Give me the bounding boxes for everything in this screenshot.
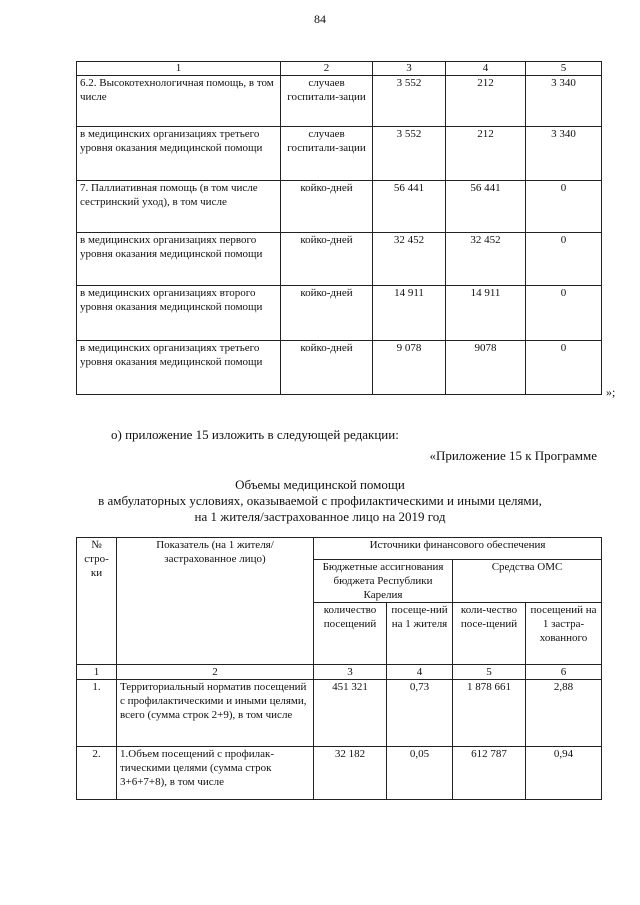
cell-value: 14 911	[373, 286, 446, 341]
table-header-row	[77, 62, 602, 76]
row-unit: койко-дней	[281, 181, 373, 233]
table-row	[77, 76, 602, 127]
column-number: 6	[526, 665, 602, 680]
header-row-number: № стро-ки	[77, 538, 117, 665]
cell-value: 14 911	[446, 286, 526, 341]
cell-value: 0	[526, 286, 602, 341]
row-label: в медицинских организациях третьего уровня оказания медицинской помощи	[77, 127, 281, 181]
table-row	[77, 233, 602, 286]
cell-value: 3 552	[373, 127, 446, 181]
row-unit: койко-дней	[281, 286, 373, 341]
cell-value: 32 182	[314, 747, 387, 800]
cell-value: 612 787	[453, 747, 526, 800]
row-unit: койко-дней	[281, 233, 373, 286]
header-visits-per-resident: посеще-ний на 1 жителя	[387, 603, 453, 665]
row-unit: случаев госпитали-зации	[281, 76, 373, 127]
page-number: 84	[314, 12, 326, 26]
table-row	[77, 127, 602, 181]
column-numbers-row	[77, 665, 602, 680]
cell-value: 9078	[446, 341, 526, 395]
column-number: 3	[373, 62, 446, 76]
row-unit: случаев госпитали-зации	[281, 127, 373, 181]
paragraph-item-o: о) приложение 15 изложить в следующей редакции:	[111, 427, 399, 442]
header-oms: Средства ОМС	[453, 560, 602, 603]
cell-value: 451 321	[314, 680, 387, 747]
header-oms-visits-quantity: коли-чество посе-щений	[453, 603, 526, 665]
column-number: 1	[77, 62, 281, 76]
cell-value: 3 552	[373, 76, 446, 127]
table-row	[77, 341, 602, 395]
cell-value: 3 340	[526, 76, 602, 127]
cell-value: 32 452	[373, 233, 446, 286]
cell-value: 9 078	[373, 341, 446, 395]
cell-value: 56 441	[373, 181, 446, 233]
row-label: 6.2. Высокотехнологичная помощь, в том числе	[77, 76, 281, 127]
cell-value: 0	[526, 181, 602, 233]
cell-value: 0,73	[387, 680, 453, 747]
outpatient-volumes-table	[76, 537, 602, 800]
column-number: 4	[387, 665, 453, 680]
table-row	[77, 286, 602, 341]
column-number: 3	[314, 665, 387, 680]
table-header-row	[77, 538, 602, 560]
title-line: Объемы медицинской помощи	[235, 477, 405, 492]
header-budget: Бюджетные ассигнования бюджета Республики Карелия	[314, 560, 453, 603]
column-number: 4	[446, 62, 526, 76]
cell-value: 32 452	[446, 233, 526, 286]
row-label: 7. Паллиативная помощь (в том числе сестринский уход), в том числе	[77, 181, 281, 233]
row-number: 1.	[77, 680, 117, 747]
cell-value: 56 441	[446, 181, 526, 233]
volumes-table-continued	[76, 61, 602, 395]
cell-value: 0,94	[526, 747, 602, 800]
header-visits-per-insured: посещений на 1 застра-хованного	[526, 603, 602, 665]
table-row	[77, 680, 602, 747]
column-number: 2	[281, 62, 373, 76]
column-number: 5	[453, 665, 526, 680]
cell-value: 212	[446, 76, 526, 127]
header-funding-sources: Источники финансового обеспечения	[314, 538, 602, 560]
column-number: 2	[117, 665, 314, 680]
row-unit: койко-дней	[281, 341, 373, 395]
cell-value: 0	[526, 233, 602, 286]
cell-value: 1 878 661	[453, 680, 526, 747]
title-line: на 1 жителя/застрахованное лицо на 2019 год	[194, 509, 446, 524]
cell-value: 3 340	[526, 127, 602, 181]
section-title	[0, 477, 640, 525]
column-number: 5	[526, 62, 602, 76]
header-visits-quantity: количество посещений	[314, 603, 387, 665]
row-label: в медицинских организациях третьего уровня оказания медицинской помощи	[77, 341, 281, 395]
cell-value: 0	[526, 341, 602, 395]
table-row	[77, 181, 602, 233]
column-number: 1	[77, 665, 117, 680]
header-indicator: Показатель (на 1 жителя/ застрахованное лицо)	[117, 538, 314, 665]
row-label: в медицинских организациях второго уровня оказания медицинской помощи	[77, 286, 281, 341]
cell-value: 212	[446, 127, 526, 181]
cell-value: 0,05	[387, 747, 453, 800]
row-label: Территориальный норматив посещений с профилактическими и иными целями, всего (сумма строк 2+9), в том числе	[117, 680, 314, 747]
row-number: 2.	[77, 747, 117, 800]
row-label: 1.Объем посещений с профилак-тическими целями (сумма строк 3+6+7+8), в том числе	[117, 747, 314, 800]
table-row	[77, 747, 602, 800]
appendix-reference: «Приложение 15 к Программе	[429, 448, 597, 463]
row-label: в медицинских организациях первого уровня оказания медицинской помощи	[77, 233, 281, 286]
closing-quote-mark: »;	[606, 385, 616, 399]
cell-value: 2,88	[526, 680, 602, 747]
title-line: в амбулаторных условиях, оказываемой с профилактическими и иными целями,	[98, 493, 542, 508]
